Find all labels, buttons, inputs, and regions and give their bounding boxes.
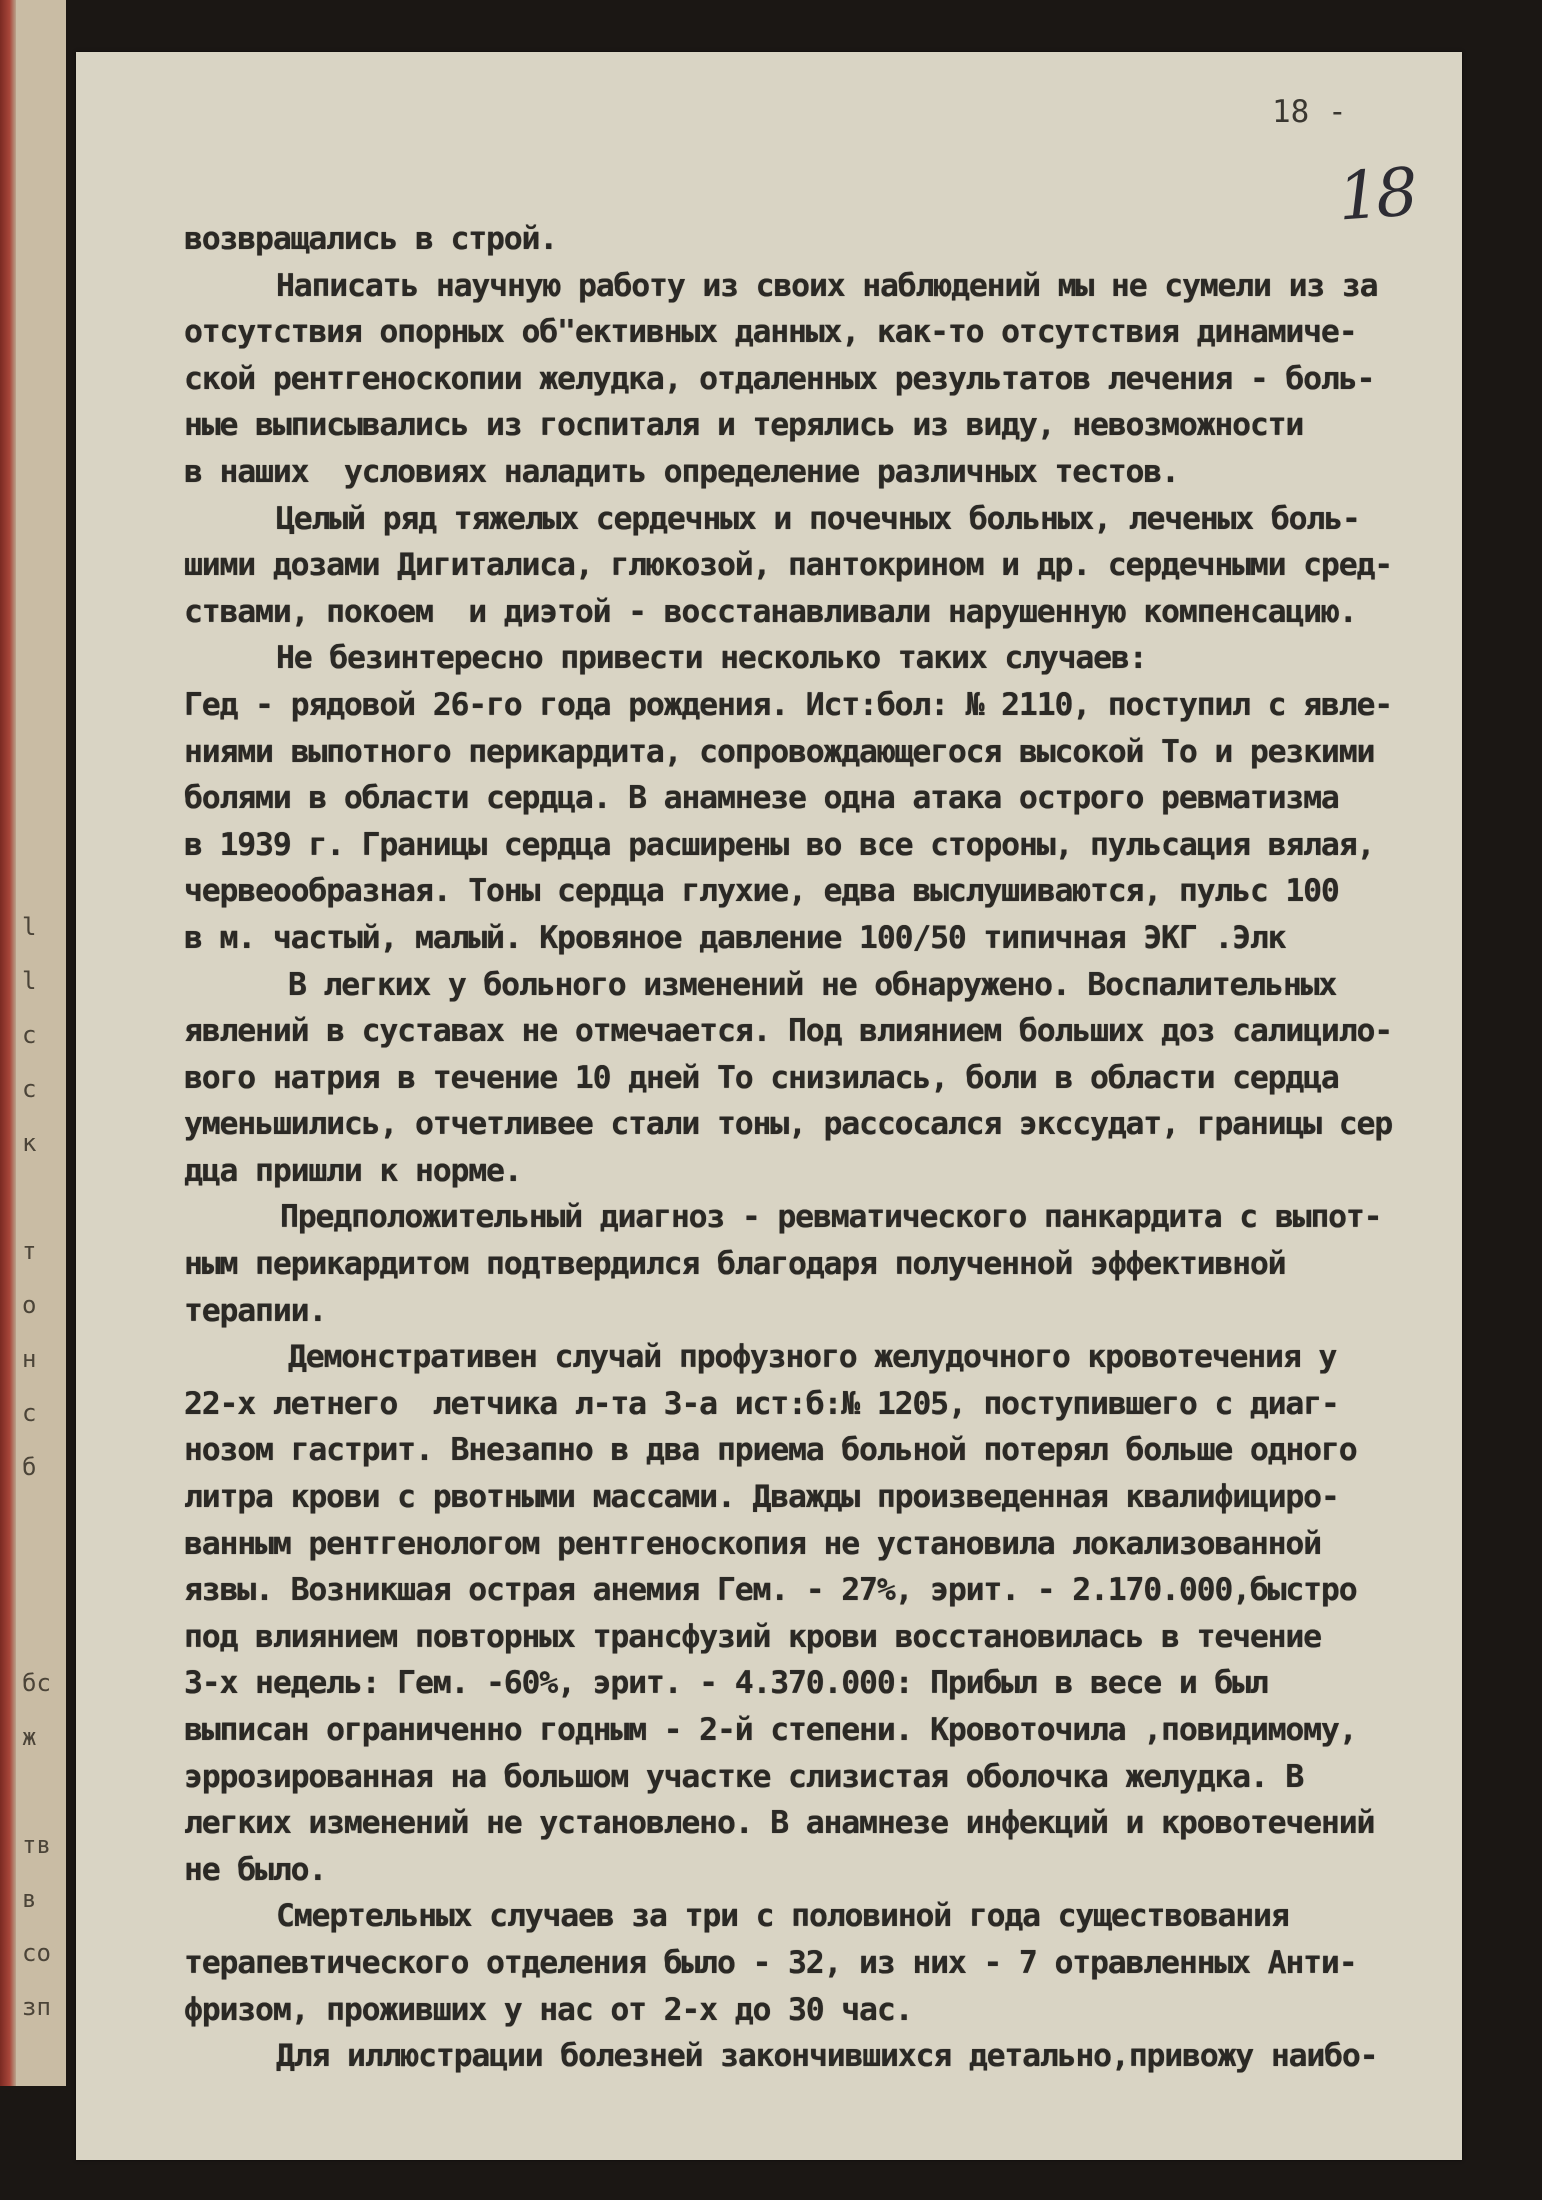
text-line: явлений в суставах не отмечается. Под влиянием больших доз салицило-: [184, 1013, 1392, 1050]
text-line: в м. частый, малый. Кровяное давление 100/50 типичная ЭКГ .Элк: [184, 919, 1286, 956]
text-line: Написать научную работу из своих наблюдений мы не сумели из за: [276, 267, 1378, 304]
text-line: легких изменений не установлено. В анамнезе инфекций и кровотечений: [184, 1805, 1375, 1842]
text-line: 22-х летнего летчика л-та 3-а ист:б:№ 1205, поступившего с диаг-: [184, 1385, 1339, 1422]
text-line: болями в области сердца. В анамнезе одна атака острого ревматизма: [184, 780, 1339, 817]
text-line: уменьшились, отчетливее стали тоны, рассосался экссудат, границы сер: [184, 1106, 1392, 1143]
text-line: ным перикардитом подтвердился благодаря полученной эффективной: [184, 1246, 1286, 1283]
text-line: червеообразная. Тоны сердца глухие, едва выслушиваются, пульс 100: [184, 873, 1339, 910]
text-line: в 1939 г. Границы сердца расширены во все стороны, пульсация вялая,: [184, 826, 1375, 863]
text-line: терапевтического отделения было - 32, из них - 7 отравленных Анти-: [184, 1944, 1357, 1981]
text-line: шими дозами Дигиталиса, глюкозой, пантокрином и др. сердечными сред-: [184, 547, 1392, 584]
text-line: ные выписывались из госпиталя и терялись из виду, невозможности: [184, 407, 1304, 444]
text-line: ской рентгеноскопии желудка, отдаленных результатов лечения - боль-: [184, 360, 1375, 397]
text-line: Целый ряд тяжелых сердечных и почечных больных, леченых боль-: [276, 500, 1360, 537]
text-line: язвы. Возникшая острая анемия Гем. - 27%, эрит. - 2.170.000,быстро: [184, 1572, 1357, 1609]
text-line: эррозированная на большом участке слизистая оболочка желудка. В: [184, 1758, 1304, 1795]
text-line: возвращались в строй.: [184, 221, 558, 257]
text-line: Предположительный диагноз - ревматического панкардита с выпот-: [280, 1199, 1382, 1236]
book-spine: [0, 0, 16, 2086]
text-line: литра крови с рвотными массами. Дважды произведенная квалифициро-: [184, 1479, 1339, 1516]
text-line: Для иллюстрации болезней закончившихся детально,привожу наибо-: [276, 2038, 1378, 2075]
text-line: ванным рентгенологом рентгеноскопия не установила локализованной: [184, 1525, 1321, 1562]
typewritten-page: [76, 52, 1462, 2160]
page-body: [184, 216, 1454, 2080]
text-line: Не безинтересно привести несколько таких случаев:: [276, 640, 1147, 677]
text-line: терапии.: [184, 1292, 327, 1329]
text-line: под влиянием повторных трансфузий крови восстановилась в течение: [184, 1618, 1321, 1655]
text-line: ниями выпотного перикардита, сопровождающегося высокой То и резкими: [184, 733, 1375, 770]
text-line: 3-х недель: Гем. -60%, эрит. - 4.370.000: Прибыл в весе и был: [184, 1665, 1268, 1702]
text-line: фризом, проживших у нас от 2-х до 30 час.: [184, 1991, 913, 2028]
text-line: в наших условиях наладить определение различных тестов.: [184, 453, 1179, 490]
text-line: отсутствия опорных об"ективных данных, как-то отсутствия динамиче-: [184, 314, 1357, 351]
text-line: выписан ограниченно годным - 2-й степени. Кровоточила ,повидимому,: [184, 1712, 1357, 1748]
text-line: нозом гастрит. Внезапно в два приема больной потерял больше одного: [184, 1432, 1357, 1469]
background-page-edge-text: l l c c к т о н с б бс ж тв в со зп: [22, 913, 51, 2021]
text-line: Смертельных случаев за три с половиной года существования: [276, 1898, 1289, 1935]
text-line: Гед - рядовой 26-го года рождения. Ист:бол: № 2110, поступил с явле-: [184, 686, 1392, 723]
text-line: не было.: [184, 1851, 327, 1888]
text-line: Демонстративен случай профузного желудочного кровотечения у: [288, 1339, 1337, 1376]
text-line: В легких у больного изменений не обнаружено. Воспалительных: [288, 966, 1337, 1003]
handwritten-page-number: 18: [1335, 153, 1417, 236]
text-line: ствами, покоем и диэтой - восстанавливали нарушенную компенсацию.: [184, 593, 1357, 630]
text-line: дца пришли к норме.: [184, 1152, 522, 1189]
page-number: 18 -: [1272, 94, 1347, 130]
background-page: [0, 0, 66, 2086]
text-line: вого натрия в течение 10 дней То снизилась, боли в области сердца: [184, 1059, 1339, 1096]
